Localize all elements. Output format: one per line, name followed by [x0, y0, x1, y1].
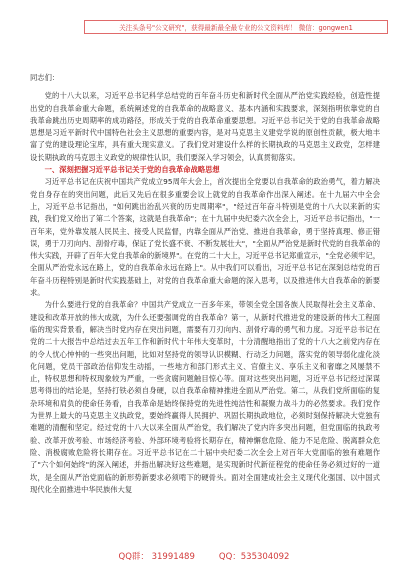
qq-group-text: QQ群： 31991489 — [118, 552, 195, 562]
intro-paragraph: 党的十八大以来，习近平总书记科学总结党的百年奋斗历史和新时代全面从严治党实践经验，创造性提出党的自我革命重大命题，系统阐述党的自我革命的战略意义、基本内涵和实践要求，深刻指明依靠党的自我革命跳出历史周期率的成功路径，形成关于党的自我革命重要思想。习近平总书记关于党的自我革命战略思想是习近平新时代中国特色社会主义思想的重要内容，是对马克思主义建党学说的原创性贡献，极大地丰富了党的建设理论宝库，具有重大现实意义。了我们党对建设什么样的长期执政的马克思主义政党，怎样建设长期执政的马克思主义政党的规律性认识，我们要深入学习领会，认真贯彻落实。 — [30, 91, 380, 162]
contact-footer — [0, 548, 408, 564]
section-heading: 一、深刻把握习近平总书记关于党的自我革命战略思想 — [44, 165, 220, 175]
body-paragraph-1: 习近平总书记在庆祝中国共产党成立95周年大会上，首次提出全党要以自我革命的政治勇气，着力解决党自身存在的突出问题，此后又先后在很多重要会议上就党的自我革命作出深入阐述。在十九届六中全会上，习近平总书记指出，"如何跳出治乱兴衰的历史周期率"，"经过百年奋斗特别是党的十八大以来新的实践，我们党又给出了第二个答案，这就是自我革命"；在十九届中央纪委六次全会上，习近平总书记指出，"一百年来，党外靠发展人民民主、接受人民监督，内靠全面从严治党、推进自我革命，勇于坚持真理、修正错误，勇于刀刃向内、刮骨疗毒，保证了党长盛不衰、不断发展壮大"，"全面从严治党是新时代党的自我革命的伟大实践，开辟了百年大党自我革命的新境界"。在党的二十大上，习近平总书记郑重宣示，"全党必须牢记，全面从严治党永远在路上，党的自我革命永远在路上"。从中我们可以看出，习近平总书记在深刻总结党的百年奋斗历程特别是新时代实践基础上，对党的自我革命重大命题的深入思考，以及推进伟大自我革命的新要求。 — [30, 177, 380, 298]
body-paragraph-2: 为什么要进行党的自我革命？中国共产党成立一百多年来，带领全党全国各族人民取得社会主义革命、建设和改革开放的伟大成就，为什么还要强调党的自我革命？第一，从新时代推进党的建设新的伟大工程面临的现实背景看，解决当时党内存在突出问题，需要有刀刃向内、刮骨疗毒的勇气和力度。习近平总书记在党的二十大报告中总结过去五年工作和新时代十年伟大变革时，十分清醒地指出了党的十八大之前党内存在的令人忧心忡忡的一些突出问题，比如对坚持党的领导认识模糊、行动乏力问题，落实党的领导弱化虚化淡化问题，党员干部政治信仰发生动摇，一些地方和部门形式主义、官僚主义、享乐主义和奢靡之风屡禁不止，特权思想和特权现象较为严重，一些贪腐问题触目惊心等。面对这些突出问题，习近平总书记经过深谋思考得出的结论是，坚持打铁必须自身硬，以自我革命精神推进全面从严治党。第二，从我们党所面临的复杂环境和肩负的使命任务看，自我革命是始终保持党的先进性纯洁性和凝聚力战斗力的必然要求。我们党作为世界上最大的马克思主义执政党，要始终赢得人民拥护、巩固长期执政地位，必须时刻保持解决大党独有难题的清醒和坚定。经过党的十八大以来全面从严治党，我们解决了党内许多突出问题，但党面临的执政考验、改革开放考验、市场经济考验、外部环境考验将长期存在，精神懈怠危险、能力不足危险、脱离群众危险、消极腐败危险将长期存在。习近平总书记在二十届中央纪委二次全会上对百年大党面临的独有难题作了"六个如何始终"的深入阐述，并指出解决好这些难题，是实现新时代新征程党的使命任务必须过好的一道坎，是全面从严治党面临的新形势新要求必须啃下的硬骨头。面对全面建成社会主义现代化强国、以中国式现代化全面推进中华民族伟大复 — [30, 300, 380, 494]
promo-banner — [84, 20, 388, 34]
document-body — [30, 72, 380, 496]
greeting: 同志们： — [30, 73, 60, 82]
qq-contact-text: QQ：535304092 — [218, 552, 290, 562]
promo-banner-text: 关注头条号"公文研究"，获得最新最全最专业的公文资料库！ 微信：gongwen1 — [119, 24, 353, 32]
